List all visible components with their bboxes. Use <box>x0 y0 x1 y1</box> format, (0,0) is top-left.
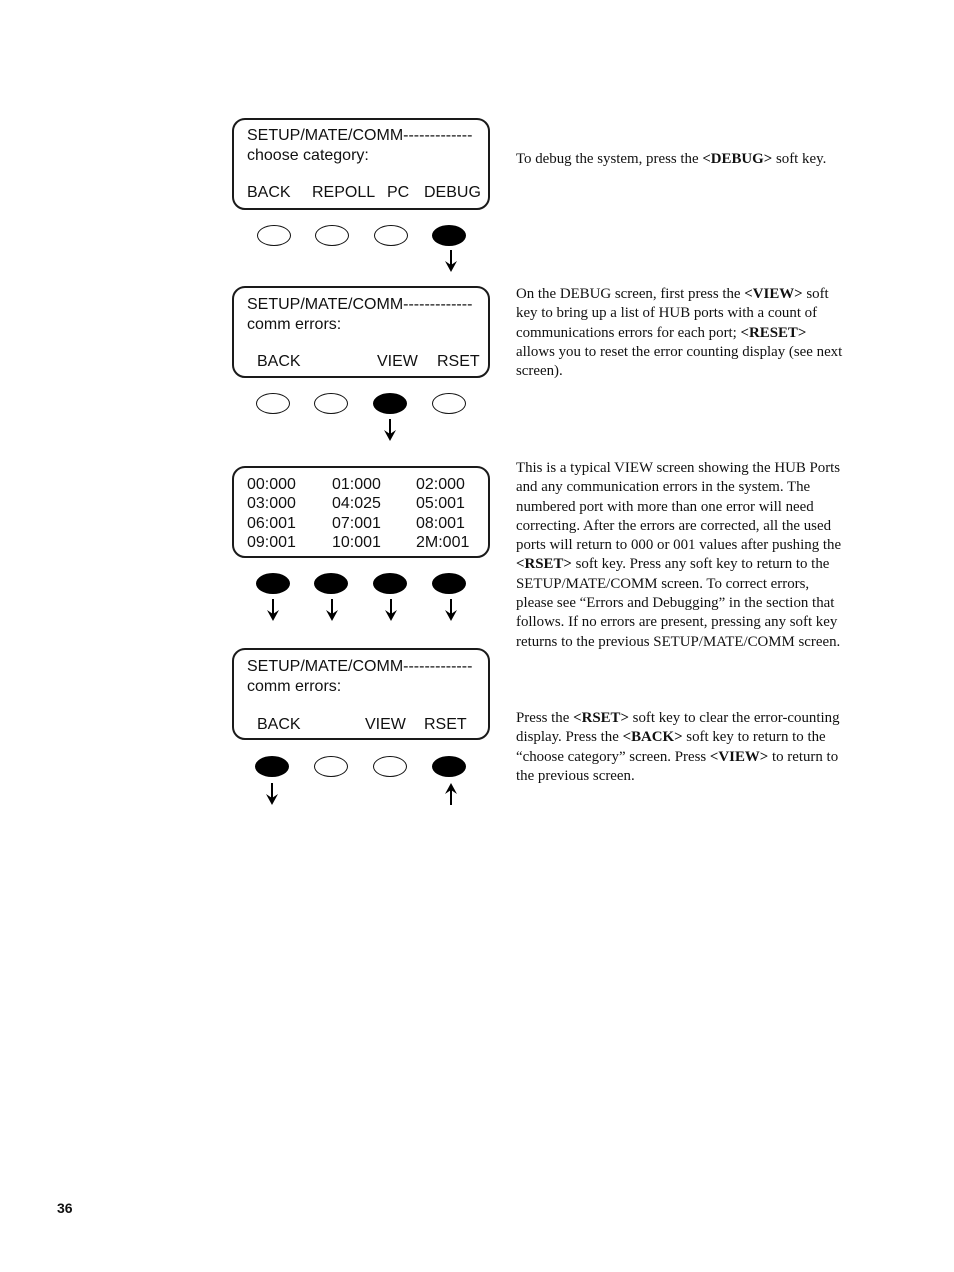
softkey-label-view: VIEW <box>377 353 418 370</box>
softkey-label-repoll: REPOLL <box>312 184 376 201</box>
softkey-label-back: BACK <box>247 184 291 201</box>
softkey-label-rset: RSET <box>437 353 480 370</box>
lcd-screen-comm-errors-reset <box>232 648 490 740</box>
screen-title: SETUP/MATE/COMM------------- <box>247 127 473 144</box>
arrow-down-icon <box>384 598 398 622</box>
softkey-label-debug: DEBUG <box>424 184 481 201</box>
screen-prompt: comm errors: <box>247 316 342 333</box>
lcd-screen-comm-errors <box>232 286 490 378</box>
softkey-2-pressed[interactable] <box>314 573 348 594</box>
port-value: 10:001 <box>332 534 381 551</box>
port-value: 06:001 <box>247 515 296 532</box>
screen-prompt: choose category: <box>247 147 369 164</box>
instruction-debug: To debug the system, press the <DEBUG> soft key. <box>516 151 827 167</box>
softkey-2[interactable] <box>314 393 348 414</box>
instruction-view: On the DEBUG screen, first press the <VIEW> soft key to bring up a list of HUB ports with a count of communications errors for each port; <RESET> allows you to reset the error counting display (see next screen). <box>516 286 843 380</box>
softkey-label-back: BACK <box>257 716 301 733</box>
arrow-down-icon <box>265 782 279 806</box>
arrow-down-icon <box>444 249 458 273</box>
instruction-rset: Press the <RSET> soft key to clear the error-counting display. Press the <BACK> soft key to return to the “choose category” screen. Press <VIEW> to return to the previous screen. <box>516 710 840 784</box>
port-value: 05:001 <box>416 495 465 512</box>
softkey-1-pressed[interactable] <box>256 573 290 594</box>
softkey-label-back: BACK <box>257 353 301 370</box>
softkey-label-pc: PC <box>387 184 410 201</box>
softkey-2[interactable] <box>315 225 349 246</box>
port-value: 09:001 <box>247 534 296 551</box>
arrow-up-icon <box>444 782 458 806</box>
arrow-down-icon <box>444 598 458 622</box>
arrow-down-icon <box>325 598 339 622</box>
port-value: 02:000 <box>416 476 465 493</box>
softkey-1[interactable] <box>256 393 290 414</box>
port-value: 03:000 <box>247 495 296 512</box>
arrow-down-icon <box>266 598 280 622</box>
softkey-label-rset: RSET <box>424 716 467 733</box>
softkey-3-pressed[interactable] <box>373 393 407 414</box>
port-value: 00:000 <box>247 476 296 493</box>
softkey-label-view: VIEW <box>365 716 406 733</box>
screen-prompt: comm errors: <box>247 678 342 695</box>
port-value: 01:000 <box>332 476 381 493</box>
instruction-view-screen: This is a typical VIEW screen showing the HUB Ports and any communication errors in the system. The numbered port with more than one error will need correcting. After the errors are corrected, all the used ports will return to 000 or 001 values after pushing the <RSET> soft key. Press any soft key to return to the SETUP/MATE/COMM screen. To correct errors, please see “Errors and Debugging” in the section that follows. If no errors are present, pressing any soft key returns to the previous SETUP/MATE/COMM screen. <box>516 460 842 650</box>
arrow-down-icon <box>383 418 397 442</box>
port-value: 07:001 <box>332 515 381 532</box>
softkey-3[interactable] <box>373 756 407 777</box>
softkey-4[interactable] <box>432 393 466 414</box>
port-value: 2M:001 <box>416 534 470 551</box>
softkey-1[interactable] <box>257 225 291 246</box>
screen-title: SETUP/MATE/COMM------------- <box>247 296 473 313</box>
page-number: 36 <box>57 1200 73 1216</box>
lcd-screen-port-errors <box>232 466 490 558</box>
softkey-1-pressed[interactable] <box>255 756 289 777</box>
softkey-3-pressed[interactable] <box>373 573 407 594</box>
softkey-3[interactable] <box>374 225 408 246</box>
lcd-screen-choose-category <box>232 118 490 210</box>
port-value: 04:025 <box>332 495 381 512</box>
port-value: 08:001 <box>416 515 465 532</box>
softkey-4-pressed[interactable] <box>432 573 466 594</box>
softkey-2[interactable] <box>314 756 348 777</box>
softkey-4-pressed[interactable] <box>432 756 466 777</box>
softkey-4-pressed[interactable] <box>432 225 466 246</box>
screen-title: SETUP/MATE/COMM------------- <box>247 658 473 675</box>
